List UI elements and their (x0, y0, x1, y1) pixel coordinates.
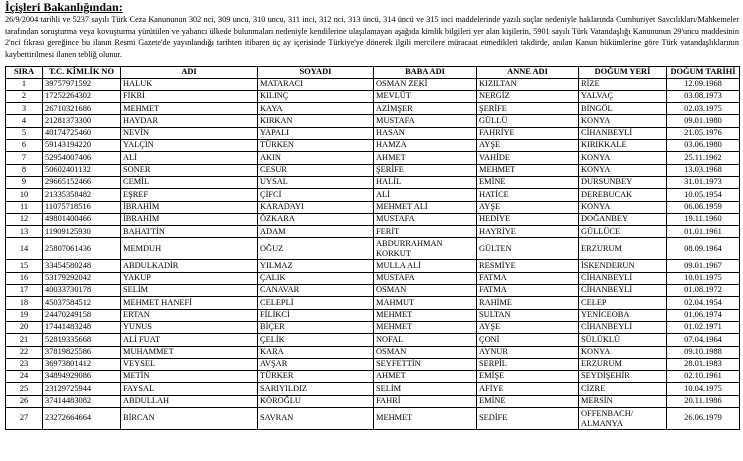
cell-sira: 8 (6, 164, 43, 176)
table-row (6, 321, 740, 333)
cell-baba-adi: MUSTAFA (374, 272, 477, 284)
cell-tc-no: 29665152466 (43, 176, 121, 188)
cell-adi: HAYDAR (121, 115, 258, 127)
cell-dogum-tarihi: 02.10.1961 (667, 371, 740, 383)
cell-sira: 6 (6, 140, 43, 152)
cell-dogum-yeri: YENİCEOBA (579, 309, 667, 321)
cell-dogum-tarihi: 20.11.1986 (667, 395, 740, 407)
cell-tc-no: 11075718516 (43, 201, 121, 213)
table-row (6, 103, 740, 115)
cell-dogum-tarihi: 01.08.1972 (667, 285, 740, 297)
cell-dogum-tarihi: 31.01.1973 (667, 176, 740, 188)
cell-anne-adi: RESMİYE (477, 260, 579, 272)
cell-soyadi: KAYA (258, 103, 374, 115)
cell-sira: 23 (6, 358, 43, 370)
cell-adi: EŞREF (121, 189, 258, 201)
header-adi: ADI (121, 67, 258, 79)
cell-anne-adi: SULTAN (477, 309, 579, 321)
table-row (6, 164, 740, 176)
table-row (6, 346, 740, 358)
cell-tc-no: 59143194220 (43, 140, 121, 152)
cell-dogum-yeri: DEREBUCAK (579, 189, 667, 201)
cell-dogum-yeri: DURSUNBEY (579, 176, 667, 188)
cell-dogum-tarihi: 10.01.1975 (667, 272, 740, 284)
cell-adi: İBRAHİM (121, 201, 258, 213)
cell-sira: 27 (6, 408, 43, 430)
table-row (6, 176, 740, 188)
cell-baba-adi: MEHMET ALİ (374, 201, 477, 213)
cell-baba-adi: ALİ (374, 189, 477, 201)
table-header-row (6, 67, 740, 79)
cell-adi: BİRCAN (121, 408, 258, 430)
cell-sira: 20 (6, 321, 43, 333)
cell-soyadi: KIRKAN (258, 115, 374, 127)
table-row (6, 226, 740, 238)
cell-soyadi: CANAVAR (258, 285, 374, 297)
cell-tc-no: 33454580248 (43, 260, 121, 272)
cell-adi: YAKUP (121, 272, 258, 284)
cell-sira: 19 (6, 309, 43, 321)
cell-sira: 7 (6, 152, 43, 164)
cell-anne-adi: GÜLTEN (477, 238, 579, 260)
cell-tc-no: 26710321686 (43, 103, 121, 115)
cell-tc-no: 37819825586 (43, 346, 121, 358)
cell-dogum-tarihi: 13.03.1968 (667, 164, 740, 176)
cell-soyadi: CELEPLİ (258, 297, 374, 309)
cell-soyadi: AKIN (258, 152, 374, 164)
cell-adi: BAHATTİN (121, 226, 258, 238)
cell-dogum-yeri: CİHANBEYLİ (579, 272, 667, 284)
table-row (6, 383, 740, 395)
cell-dogum-tarihi: 26.06.1979 (667, 408, 740, 430)
cell-dogum-yeri: KIRIKKALE (579, 140, 667, 152)
cell-soyadi: ÇALIK (258, 272, 374, 284)
cell-dogum-yeri: KONYA (579, 201, 667, 213)
table-row (6, 238, 740, 260)
cell-soyadi: FİLİKCİ (258, 309, 374, 321)
cell-sira: 5 (6, 127, 43, 139)
cell-baba-adi: MEHMET (374, 408, 477, 430)
cell-anne-adi: NERGİZ (477, 90, 579, 102)
cell-tc-no: 23129725944 (43, 383, 121, 395)
table-row (6, 371, 740, 383)
cell-baba-adi: AZİMŞER (374, 103, 477, 115)
header-baba-adi: BABA ADI (374, 67, 477, 79)
cell-sira: 18 (6, 297, 43, 309)
table-row (6, 309, 740, 321)
cell-dogum-tarihi: 01.02.1971 (667, 321, 740, 333)
table-row (6, 127, 740, 139)
cell-baba-adi: FERİT (374, 226, 477, 238)
cell-adi: SELİM (121, 285, 258, 297)
cell-dogum-yeri: OFFENBACH/ ALMANYA (579, 408, 667, 430)
cell-dogum-yeri: İSKENDERUN (579, 260, 667, 272)
header-anne-adi: ANNE ADI (477, 67, 579, 79)
cell-dogum-yeri: DOĞANBEY (579, 213, 667, 225)
cell-dogum-tarihi: 10.04.1975 (667, 383, 740, 395)
cell-adi: MUHAMMET (121, 346, 258, 358)
cell-anne-adi: AYŞE (477, 321, 579, 333)
cell-anne-adi: ŞERİFE (477, 103, 579, 115)
table-row (6, 115, 740, 127)
cell-dogum-tarihi: 08.09.1964 (667, 238, 740, 260)
cell-tc-no: 34894929086 (43, 371, 121, 383)
cell-sira: 11 (6, 201, 43, 213)
cell-baba-adi: SELİM (374, 383, 477, 395)
cell-baba-adi: HASAN (374, 127, 477, 139)
cell-anne-adi: FAHRİYE (477, 127, 579, 139)
cell-anne-adi: AYŞE (477, 201, 579, 213)
cell-adi: SONER (121, 164, 258, 176)
cell-dogum-yeri: CİHANBEYLİ (579, 321, 667, 333)
cell-baba-adi: ŞERİFE (374, 164, 477, 176)
cell-dogum-tarihi: 19.11.1960 (667, 213, 740, 225)
cell-adi: MEHMET (121, 103, 258, 115)
cell-anne-adi: HATİCE (477, 189, 579, 201)
cell-dogum-yeri: KONYA (579, 346, 667, 358)
cell-adi: NEVİN (121, 127, 258, 139)
cell-dogum-tarihi: 01.06.1974 (667, 309, 740, 321)
page-title: İçişleri Bakanlığından: (5, 0, 123, 14)
cell-anne-adi: HEDİYE (477, 213, 579, 225)
cell-anne-adi: RAHİME (477, 297, 579, 309)
cell-dogum-yeri: CELEP (579, 297, 667, 309)
cell-anne-adi: KIZILTAN (477, 78, 579, 90)
cell-tc-no: 36973801412 (43, 358, 121, 370)
intro-paragraph: 26/9/2004 tarihli ve 5237 sayılı Türk Ceza Kanununun 302 nci, 309 uncu, 310 uncu, 311 inci, 312 nci, 313 üncü, 314 üncü ve 315 inci maddelerinde yazılı suçlar nedeniyle haklarında Cumhuriyet Savcılıkları/Mahkemeler tarafından soruşturma veya kovuşturma yürütülen ve yabancı ülkede bulunmaları nedeniyle kendilerine ulaşılamayan aşağıda kimlik bilgileri yer alan kişilerin, 5901 sayılı Türk Vatandaşlığı Kanununun 29'uncu maddesinin 2'nci fıkrası gereğince bu ilanın Resmi Gazete'de yayınlandığı tarihten itibaren üç ay içerisinde Türkiye'ye dönerek ilgili mercilere müracaat etmedikleri takdirde, anılan Kanun hükümlerine göre Türk vatandaşlıklarının kaybettirilmesi ilanen tebliğ olunur. (5, 15, 739, 59)
cell-baba-adi: MUSTAFA (374, 115, 477, 127)
cell-tc-no: 21281373300 (43, 115, 121, 127)
cell-anne-adi: FATMA (477, 272, 579, 284)
cell-dogum-tarihi: 06.06.1959 (667, 201, 740, 213)
cell-adi: ALİ FUAT (121, 334, 258, 346)
table-row (6, 272, 740, 284)
cell-tc-no: 52819335668 (43, 334, 121, 346)
cell-dogum-tarihi: 21.05.1976 (667, 127, 740, 139)
cell-sira: 16 (6, 272, 43, 284)
cell-anne-adi: SERPİL (477, 358, 579, 370)
cell-soyadi: YILMAZ (258, 260, 374, 272)
header-dogum-tarihi: DOĞUM TARİHİ (667, 67, 740, 79)
cell-adi: YALÇIN (121, 140, 258, 152)
cell-baba-adi: MEHMET (374, 321, 477, 333)
cell-tc-no: 37414483082 (43, 395, 121, 407)
cell-anne-adi: MEHMET (477, 164, 579, 176)
cell-soyadi: KARA (258, 346, 374, 358)
cell-dogum-tarihi: 09.01.1967 (667, 260, 740, 272)
cell-soyadi: TÜRKER (258, 371, 374, 383)
cell-tc-no: 23272664664 (43, 408, 121, 430)
cell-anne-adi: AYŞE (477, 140, 579, 152)
cell-anne-adi: VAHİDE (477, 152, 579, 164)
cell-soyadi: AVŞAR (258, 358, 374, 370)
cell-adi: YUNUS (121, 321, 258, 333)
table-row (6, 152, 740, 164)
cell-anne-adi: EMİNE (477, 176, 579, 188)
cell-tc-no: 17441483248 (43, 321, 121, 333)
cell-tc-no: 17252264302 (43, 90, 121, 102)
cell-baba-adi: FAHRİ (374, 395, 477, 407)
cell-baba-adi: SEYFETTİN (374, 358, 477, 370)
header-tc-no: T.C. KİMLİK NO (43, 67, 121, 79)
cell-dogum-tarihi: 09.10.1988 (667, 346, 740, 358)
cell-soyadi: OĞUZ (258, 238, 374, 260)
cell-sira: 17 (6, 285, 43, 297)
cell-dogum-yeri: MERSİN (579, 395, 667, 407)
cell-dogum-tarihi: 28.01.1983 (667, 358, 740, 370)
cell-dogum-yeri: CİZRE (579, 383, 667, 395)
cell-dogum-tarihi: 10.05.1954 (667, 189, 740, 201)
cell-anne-adi: EMİNE (477, 395, 579, 407)
cell-sira: 26 (6, 395, 43, 407)
cell-soyadi: KILINÇ (258, 90, 374, 102)
cell-anne-adi: EMİŞE (477, 371, 579, 383)
table-row (6, 201, 740, 213)
cell-baba-adi: MEHMET (374, 309, 477, 321)
table-row (6, 297, 740, 309)
cell-dogum-yeri: ERZURUM (579, 358, 667, 370)
cell-dogum-tarihi: 02.03.1975 (667, 103, 740, 115)
table-row (6, 189, 740, 201)
cell-sira: 14 (6, 238, 43, 260)
cell-sira: 1 (6, 78, 43, 90)
cell-tc-no: 50602401132 (43, 164, 121, 176)
cell-tc-no: 40174725460 (43, 127, 121, 139)
cell-soyadi: ÖZKARA (258, 213, 374, 225)
cell-baba-adi: MUSTAFA (374, 213, 477, 225)
cell-baba-adi: MULLA ALİ (374, 260, 477, 272)
cell-anne-adi: AYNUR (477, 346, 579, 358)
cell-dogum-yeri: CİHANBEYLİ (579, 285, 667, 297)
cell-adi: ABDULKADİR (121, 260, 258, 272)
cell-soyadi: KARADAYI (258, 201, 374, 213)
cell-dogum-yeri: ERZURUM (579, 238, 667, 260)
cell-sira: 10 (6, 189, 43, 201)
cell-adi: CEMİL (121, 176, 258, 188)
cell-soyadi: BİÇER (258, 321, 374, 333)
table-row (6, 260, 740, 272)
cell-baba-adi: MAHMUT (374, 297, 477, 309)
cell-tc-no: 45037584512 (43, 297, 121, 309)
cell-dogum-yeri: SEYDİŞEHİR (579, 371, 667, 383)
cell-soyadi: KÖROĞLU (258, 395, 374, 407)
cell-sira: 24 (6, 371, 43, 383)
table-row (6, 334, 740, 346)
table-row (6, 90, 740, 102)
cell-baba-adi: AHMET (374, 152, 477, 164)
cell-tc-no: 40033730178 (43, 285, 121, 297)
cell-adi: ALİ (121, 152, 258, 164)
cell-sira: 9 (6, 176, 43, 188)
cell-sira: 15 (6, 260, 43, 272)
cell-tc-no: 53179292042 (43, 272, 121, 284)
cell-sira: 3 (6, 103, 43, 115)
cell-baba-adi: ABDURRAHMAN KORKUT (374, 238, 477, 260)
cell-dogum-yeri: KONYA (579, 115, 667, 127)
cell-soyadi: SAVRAN (258, 408, 374, 430)
cell-dogum-tarihi: 03.08.1973 (667, 90, 740, 102)
persons-table (5, 66, 740, 430)
cell-tc-no: 49801400466 (43, 213, 121, 225)
cell-sira: 21 (6, 334, 43, 346)
cell-anne-adi: HAYRİYE (477, 226, 579, 238)
cell-dogum-yeri: YALVAÇ (579, 90, 667, 102)
table-row (6, 408, 740, 430)
cell-tc-no: 11909125930 (43, 226, 121, 238)
cell-dogum-tarihi: 07.04.1964 (667, 334, 740, 346)
cell-dogum-yeri: KONYA (579, 152, 667, 164)
cell-dogum-yeri: SÜLÜKLÜ (579, 334, 667, 346)
cell-dogum-yeri: RİZE (579, 78, 667, 90)
cell-sira: 25 (6, 383, 43, 395)
cell-baba-adi: MEVLÜT (374, 90, 477, 102)
cell-dogum-tarihi: 25.11.1962 (667, 152, 740, 164)
cell-sira: 22 (6, 346, 43, 358)
cell-adi: İBRAHİM (121, 213, 258, 225)
header-sira: SIRA (6, 67, 43, 79)
cell-sira: 13 (6, 226, 43, 238)
table-row (6, 140, 740, 152)
cell-adi: HALUK (121, 78, 258, 90)
cell-tc-no: 39757971592 (43, 78, 121, 90)
cell-adi: METİN (121, 371, 258, 383)
cell-dogum-yeri: KONYA (579, 164, 667, 176)
cell-soyadi: SARIYILDIZ (258, 383, 374, 395)
cell-baba-adi: OSMAN (374, 285, 477, 297)
cell-adi: ABDULLAH (121, 395, 258, 407)
cell-adi: FİKRİ (121, 90, 258, 102)
cell-soyadi: ADAM (258, 226, 374, 238)
cell-tc-no: 24470249158 (43, 309, 121, 321)
cell-soyadi: ÇİFCİ (258, 189, 374, 201)
cell-tc-no: 21335358482 (43, 189, 121, 201)
cell-tc-no: 52954007406 (43, 152, 121, 164)
header-soyadi: SOYADI (258, 67, 374, 79)
cell-sira: 2 (6, 90, 43, 102)
cell-anne-adi: ÇONİ (477, 334, 579, 346)
cell-soyadi: TÜRKEN (258, 140, 374, 152)
cell-sira: 12 (6, 213, 43, 225)
cell-adi: VEYSEL (121, 358, 258, 370)
cell-baba-adi: OSMAN ZEKİ (374, 78, 477, 90)
cell-soyadi: YAPALI (258, 127, 374, 139)
cell-soyadi: MATARACI (258, 78, 374, 90)
cell-baba-adi: HAMZA (374, 140, 477, 152)
cell-anne-adi: GÜLLÜ (477, 115, 579, 127)
cell-dogum-tarihi: 12.09.1968 (667, 78, 740, 90)
cell-tc-no: 25807061436 (43, 238, 121, 260)
cell-adi: ERTAN (121, 309, 258, 321)
table-row (6, 358, 740, 370)
cell-baba-adi: NOFAL (374, 334, 477, 346)
cell-anne-adi: AFİYE (477, 383, 579, 395)
cell-adi: FAYSAL (121, 383, 258, 395)
cell-anne-adi: FATMA (477, 285, 579, 297)
cell-anne-adi: SEDİFE (477, 408, 579, 430)
cell-adi: MEMDUH (121, 238, 258, 260)
cell-sira: 4 (6, 115, 43, 127)
cell-adi: MEHMET HANEFİ (121, 297, 258, 309)
cell-dogum-yeri: CİHANBEYLİ (579, 127, 667, 139)
table-row (6, 395, 740, 407)
cell-dogum-tarihi: 02.04.1954 (667, 297, 740, 309)
cell-baba-adi: OSMAN (374, 346, 477, 358)
cell-dogum-yeri: GÜLLÜCE (579, 226, 667, 238)
cell-baba-adi: AHMET (374, 371, 477, 383)
cell-baba-adi: HALİL (374, 176, 477, 188)
cell-soyadi: CESUR (258, 164, 374, 176)
cell-soyadi: ÇELİK (258, 334, 374, 346)
header-dogum-yeri: DOĞUM YERİ (579, 67, 667, 79)
table-row (6, 213, 740, 225)
cell-soyadi: UYSAL (258, 176, 374, 188)
cell-dogum-tarihi: 09.01.1980 (667, 115, 740, 127)
cell-dogum-tarihi: 03.06.1980 (667, 140, 740, 152)
cell-dogum-yeri: BİNGÖL (579, 103, 667, 115)
cell-dogum-tarihi: 01.01.1961 (667, 226, 740, 238)
table-row (6, 78, 740, 90)
table-row (6, 285, 740, 297)
